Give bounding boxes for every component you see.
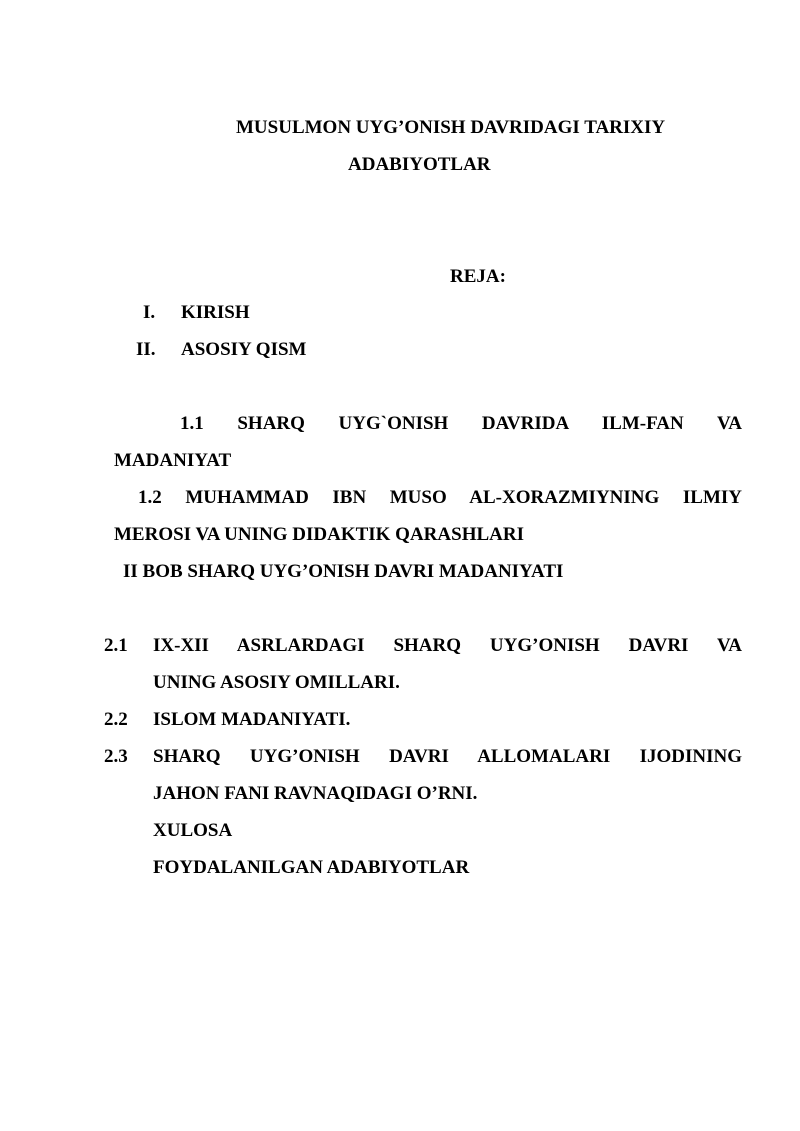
section-2-1-line-1: IX-XII ASRLARDAGI SHARQ UYG’ONISH DAVRI VA bbox=[153, 635, 742, 656]
section-2-3-line-1: SHARQ UYG’ONISH DAVRI ALLOMALARI IJODINING bbox=[153, 746, 742, 767]
section-1-1-line-1: 1.1 SHARQ UYG`ONISH DAVRIDA ILM-FAN VA bbox=[180, 413, 742, 434]
section-1-2-line-2: MEROSI VA UNING DIDAKTIK QARASHLARI bbox=[114, 524, 524, 545]
plan-item-text-1: KIRISH bbox=[181, 302, 250, 323]
conclusion-item: XULOSA bbox=[153, 820, 233, 841]
title-line-2: ADABIYOTLAR bbox=[348, 154, 491, 175]
section-2-3-line-2: JAHON FANI RAVNAQIDAGI O’RNI. bbox=[153, 783, 478, 804]
section-1-1-line-2: MADANIYAT bbox=[114, 450, 232, 471]
chapter-2-heading: II BOB SHARQ UYG’ONISH DAVRI MADANIYATI bbox=[123, 561, 564, 582]
section-2-1-number: 2.1 bbox=[104, 635, 128, 656]
section-2-1-line-2: UNING ASOSIY OMILLARI. bbox=[153, 672, 400, 693]
plan-item-num-1: I. bbox=[143, 302, 156, 323]
section-2-2-line-1: ISLOM MADANIYATI. bbox=[153, 709, 351, 730]
references-item: FOYDALANILGAN ADABIYOTLAR bbox=[153, 857, 470, 878]
section-1-2-line-1: 1.2 MUHAMMAD IBN MUSO AL-XORAZMIYNING ILMIY bbox=[138, 487, 742, 508]
title-line-1: MUSULMON UYG’ONISH DAVRIDAGI TARIXIY bbox=[236, 117, 666, 138]
section-2-2-number: 2.2 bbox=[104, 709, 128, 730]
plan-heading: REJA: bbox=[450, 266, 506, 287]
section-2-3-number: 2.3 bbox=[104, 746, 128, 767]
plan-item-num-2: II. bbox=[136, 339, 156, 360]
plan-item-text-2: ASOSIY QISM bbox=[181, 339, 307, 360]
